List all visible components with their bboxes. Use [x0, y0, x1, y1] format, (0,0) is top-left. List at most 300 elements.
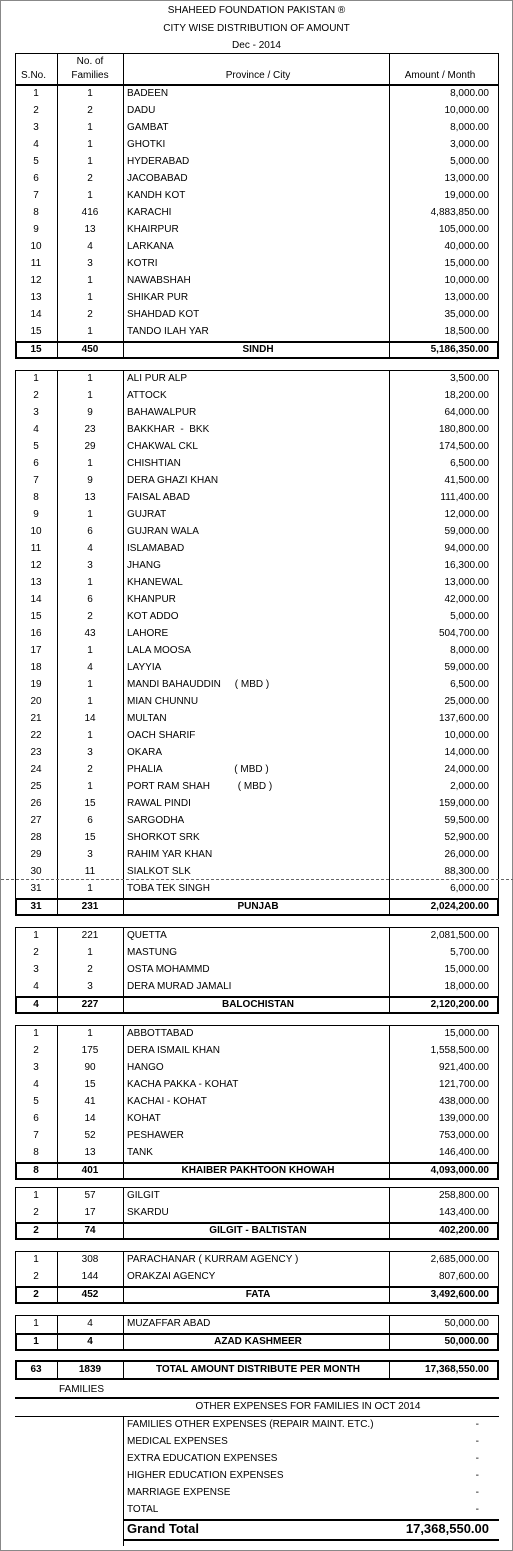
row-sno: 2	[33, 105, 39, 116]
row-city: TANK	[127, 1147, 153, 1158]
row-amount: 2,000.00	[450, 781, 489, 792]
row-families: 416	[81, 207, 99, 218]
row-sno: 5	[33, 156, 39, 167]
row-city: SIALKOT SLK	[127, 866, 191, 877]
row-families: 1	[87, 190, 93, 201]
row-amount: 8,000.00	[450, 88, 489, 99]
row-sno: 11	[30, 258, 42, 269]
province-count: 2	[33, 1289, 39, 1300]
row-families: 2	[87, 173, 93, 184]
row-city: MUZAFFAR ABAD	[127, 1318, 211, 1329]
row-amount: 13,000.00	[444, 292, 489, 303]
other-expense-item	[127, 1451, 489, 1467]
row-city: NAWABSHAH	[127, 275, 191, 286]
row-families: 15	[84, 798, 96, 809]
row-amount: 753,000.00	[438, 1130, 489, 1141]
col-sno: S.No.	[21, 70, 47, 81]
province-name: SINDH	[242, 344, 274, 355]
row-amount: 18,000.00	[444, 981, 489, 992]
row-families: 308	[81, 1254, 99, 1265]
row-amount: 8,000.00	[450, 645, 489, 656]
org-name: SHAHEED FOUNDATION PAKISTAN ®	[167, 5, 346, 16]
row-amount: 40,000.00	[444, 241, 489, 252]
row-amount: 139,000.00	[438, 1113, 489, 1124]
row-city: GUJRAT	[127, 509, 167, 520]
row-city: KOHAT	[127, 1113, 161, 1124]
row-families: 1	[87, 275, 93, 286]
row-amount: 3,000.00	[450, 139, 489, 150]
row-amount: 143,400.00	[438, 1207, 489, 1218]
row-families: 4	[87, 1318, 93, 1329]
row-families: 1	[87, 696, 93, 707]
row-sno: 31	[30, 883, 42, 894]
row-amount: 19,000.00	[444, 190, 489, 201]
col-families-2: Families	[71, 70, 109, 81]
row-families: 1	[87, 679, 93, 690]
row-families: 3	[87, 747, 93, 758]
row-sno: 12	[30, 560, 42, 571]
row-families: 1	[87, 458, 93, 469]
row-amount: 180,800.00	[438, 424, 489, 435]
row-city: HANGO	[127, 1062, 164, 1073]
row-sno: 4	[33, 139, 39, 150]
province-count: 15	[30, 344, 42, 355]
row-city: KANDH KOT	[127, 190, 186, 201]
province-name: FATA	[245, 1289, 271, 1300]
col-amount: Amount / Month	[404, 70, 476, 81]
row-city: OKARA	[127, 747, 163, 758]
row-sno: 17	[30, 645, 42, 656]
grand-total-final	[127, 1521, 489, 1537]
row-amount: 18,200.00	[444, 390, 489, 401]
province-families: 74	[84, 1225, 96, 1236]
row-city: DADU	[127, 105, 156, 116]
row-amount: 41,500.00	[444, 475, 489, 486]
row-city: LALA MOOSA	[127, 645, 191, 656]
row-sno: 19	[30, 679, 42, 690]
province-families: 4	[87, 1336, 93, 1347]
row-city: PARACHANAR ( KURRAM AGENCY )	[127, 1254, 299, 1265]
row-city: SHAHDAD KOT	[127, 309, 200, 320]
row-families: 6	[87, 526, 93, 537]
row-city: FAISAL ABAD	[127, 492, 190, 503]
row-families: 4	[87, 543, 93, 554]
row-sno: 30	[30, 866, 42, 877]
province-name: KHAIBER PAKHTOON KHOWAH	[181, 1165, 335, 1176]
row-sno: 8	[33, 1147, 39, 1158]
row-city: KACHAI - KOHAT	[127, 1096, 207, 1107]
row-families: 4	[87, 241, 93, 252]
row-city: QUETTA	[127, 930, 167, 941]
province-total-amount: 50,000.00	[444, 1336, 489, 1347]
row-amount: 13,000.00	[444, 173, 489, 184]
province-name: BALOCHISTAN	[221, 999, 295, 1010]
row-city: RAHIM YAR KHAN	[127, 849, 213, 860]
province-name: PUNJAB	[237, 901, 279, 912]
row-city: MIAN CHUNNU	[127, 696, 199, 707]
row-city: ABBOTTABAD	[127, 1028, 194, 1039]
row-city: LAYYIA	[127, 662, 162, 673]
row-families: 1	[87, 139, 93, 150]
families-word: FAMILIES	[59, 1384, 105, 1395]
row-families: 221	[81, 930, 99, 941]
row-sno: 20	[30, 696, 42, 707]
row-families: 41	[84, 1096, 96, 1107]
row-families: 17	[84, 1207, 96, 1218]
row-city: SHIKAR PUR	[127, 292, 189, 303]
row-sno: 2	[33, 390, 39, 401]
row-amount: 807,600.00	[438, 1271, 489, 1282]
row-sno: 13	[30, 292, 42, 303]
row-sno: 28	[30, 832, 42, 843]
row-amount: 35,000.00	[444, 309, 489, 320]
row-city: CHISHTIAN	[127, 458, 181, 469]
row-city: DERA ISMAIL KHAN	[127, 1045, 220, 1056]
row-amount: 137,600.00	[438, 713, 489, 724]
row-city: ATTOCK	[127, 390, 167, 401]
other-expense-label: MARRIAGE EXPENSE	[127, 1487, 231, 1498]
row-sno: 8	[33, 492, 39, 503]
row-city: OSTA MOHAMMD	[127, 964, 210, 975]
row-amount: 59,000.00	[444, 526, 489, 537]
row-sno: 3	[33, 1062, 39, 1073]
row-amount: 8,000.00	[450, 122, 489, 133]
row-amount: 12,000.00	[444, 509, 489, 520]
row-sno: 18	[30, 662, 42, 673]
row-city: KACHA PAKKA - KOHAT	[127, 1079, 239, 1090]
row-amount: 2,685,000.00	[430, 1254, 489, 1265]
row-city: HYDERABAD	[127, 156, 190, 167]
row-amount: 24,000.00	[444, 764, 489, 775]
row-city: JACOBABAD	[127, 173, 188, 184]
row-families: 14	[84, 713, 96, 724]
row-sno: 11	[30, 543, 42, 554]
row-amount: 15,000.00	[444, 258, 489, 269]
row-sno: 27	[30, 815, 42, 826]
row-city: GHOTKI	[127, 139, 166, 150]
grand-total-label: Grand Total	[127, 1521, 199, 1536]
other-expense-label: EXTRA EDUCATION EXPENSES	[127, 1453, 278, 1464]
row-sno: 10	[30, 241, 42, 252]
province-count: 4	[33, 999, 39, 1010]
row-city: RAWAL PINDI	[127, 798, 191, 809]
row-families: 90	[84, 1062, 96, 1073]
row-city: OACH SHARIF	[127, 730, 196, 741]
other-expense-value: -	[475, 1436, 479, 1447]
row-sno: 1	[33, 1254, 39, 1265]
other-expense-value: -	[475, 1470, 479, 1481]
row-amount: 15,000.00	[444, 1028, 489, 1039]
row-city: LAHORE	[127, 628, 169, 639]
row-amount: 10,000.00	[444, 730, 489, 741]
row-amount: 159,000.00	[438, 798, 489, 809]
row-amount: 5,000.00	[450, 611, 489, 622]
report-title: CITY WISE DISTRIBUTION OF AMOUNT	[163, 23, 350, 34]
row-amount: 64,000.00	[444, 407, 489, 418]
row-families: 1	[87, 730, 93, 741]
other-expense-item	[127, 1468, 489, 1484]
row-amount: 504,700.00	[438, 628, 489, 639]
province-families: 450	[81, 344, 99, 355]
page-break-line	[1, 879, 513, 880]
province-total-amount: 4,093,000.00	[430, 1165, 489, 1176]
row-families: 13	[84, 492, 96, 503]
province-name: GILGIT - BALTISTAN	[209, 1225, 307, 1236]
row-city: ORAKZAI AGENCY	[127, 1271, 216, 1282]
row-sno: 21	[30, 713, 42, 724]
row-amount: 42,000.00	[444, 594, 489, 605]
row-sno: 29	[30, 849, 42, 860]
row-sno: 1	[33, 88, 39, 99]
row-sno: 14	[30, 594, 42, 605]
row-families: 14	[84, 1113, 96, 1124]
row-amount: 25,000.00	[444, 696, 489, 707]
row-sno: 13	[30, 577, 42, 588]
row-amount: 121,700.00	[438, 1079, 489, 1090]
row-city: PESHAWER	[127, 1130, 184, 1141]
row-amount: 15,000.00	[444, 964, 489, 975]
row-amount: 59,500.00	[444, 815, 489, 826]
row-sno: 15	[30, 326, 42, 337]
row-city: KOT ADDO	[127, 611, 179, 622]
row-families: 9	[87, 407, 93, 418]
row-amount: 146,400.00	[438, 1147, 489, 1158]
row-families: 2	[87, 105, 93, 116]
row-amount: 111,400.00	[440, 492, 489, 503]
row-amount: 50,000.00	[444, 1318, 489, 1329]
row-amount: 6,500.00	[450, 679, 489, 690]
row-families: 1	[87, 947, 93, 958]
row-city: CHAKWAL CKL	[127, 441, 198, 452]
row-city: BAKKHAR - BKK	[127, 424, 210, 435]
row-sno: 3	[33, 964, 39, 975]
row-amount: 6,000.00	[450, 883, 489, 894]
row-city: MULTAN	[127, 713, 167, 724]
row-amount: 3,500.00	[450, 373, 489, 384]
other-expenses-total-value: -	[475, 1504, 479, 1515]
row-sno: 15	[30, 611, 42, 622]
other-expense-label: FAMILIES OTHER EXPENSES (REPAIR MAINT. ETC.)	[127, 1419, 374, 1430]
province-families: 227	[81, 999, 99, 1010]
row-sno: 4	[33, 424, 39, 435]
row-amount: 4,883,850.00	[430, 207, 489, 218]
row-city: GILGIT	[127, 1190, 160, 1201]
row-families: 1	[87, 373, 93, 384]
row-families: 1	[87, 122, 93, 133]
other-expense-item	[127, 1417, 489, 1433]
row-sno: 7	[33, 1130, 39, 1141]
row-sno: 2	[33, 1045, 39, 1056]
row-families: 1	[87, 390, 93, 401]
province-total-amount: 5,186,350.00	[430, 344, 489, 355]
row-city: DERA MURAD JAMALI	[127, 981, 232, 992]
row-sno: 8	[33, 207, 39, 218]
row-families: 15	[84, 832, 96, 843]
row-sno: 2	[33, 1271, 39, 1282]
row-families: 6	[87, 815, 93, 826]
grand-count: 63	[30, 1364, 42, 1375]
row-families: 1	[87, 292, 93, 303]
row-amount: 921,400.00	[438, 1062, 489, 1073]
row-city: BAHAWALPUR	[127, 407, 197, 418]
row-sno: 1	[33, 1028, 39, 1039]
row-amount: 438,000.00	[438, 1096, 489, 1107]
col-families-1: No. of	[76, 56, 104, 67]
row-city: GAMBAT	[127, 122, 169, 133]
row-city: MASTUNG	[127, 947, 177, 958]
row-families: 1	[87, 883, 93, 894]
row-amount: 16,300.00	[444, 560, 489, 571]
row-city: GUJRAN WALA	[127, 526, 199, 537]
grand-label: TOTAL AMOUNT DISTRIBUTE PER MONTH	[155, 1364, 361, 1375]
row-families: 2	[87, 964, 93, 975]
row-sno: 1	[33, 1190, 39, 1201]
other-expense-label: MEDICAL EXPENSES	[127, 1436, 228, 1447]
other-expense-value: -	[475, 1487, 479, 1498]
grand-families: 1839	[78, 1364, 102, 1375]
row-amount: 13,000.00	[444, 577, 489, 588]
row-sno: 26	[30, 798, 42, 809]
row-sno: 16	[30, 628, 42, 639]
row-sno: 5	[33, 441, 39, 452]
row-families: 29	[84, 441, 96, 452]
row-families: 4	[87, 662, 93, 673]
row-families: 23	[84, 424, 96, 435]
row-amount: 2,081,500.00	[430, 930, 489, 941]
row-city: ISLAMABAD	[127, 543, 185, 554]
row-sno: 12	[30, 275, 42, 286]
row-amount: 26,000.00	[444, 849, 489, 860]
row-families: 3	[87, 258, 93, 269]
row-families: 15	[84, 1079, 96, 1090]
row-sno: 24	[30, 764, 42, 775]
row-city: PHALIA ( MBD )	[127, 764, 269, 775]
row-families: 2	[87, 309, 93, 320]
row-sno: 9	[33, 509, 39, 520]
row-families: 13	[84, 224, 96, 235]
province-count: 31	[30, 901, 42, 912]
col-city: Province / City	[225, 70, 291, 81]
row-sno: 1	[33, 930, 39, 941]
row-families: 2	[87, 764, 93, 775]
row-sno: 14	[30, 309, 42, 320]
row-sno: 2	[33, 1207, 39, 1218]
row-city: TANDO ILAH YAR	[127, 326, 209, 337]
row-city: BADEEN	[127, 88, 169, 99]
row-city: KHANPUR	[127, 594, 176, 605]
province-families: 452	[81, 1289, 99, 1300]
row-amount: 6,500.00	[450, 458, 489, 469]
row-sno: 2	[33, 947, 39, 958]
row-city: DERA GHAZI KHAN	[127, 475, 219, 486]
row-amount: 10,000.00	[444, 275, 489, 286]
row-sno: 7	[33, 190, 39, 201]
row-families: 1	[87, 509, 93, 520]
row-sno: 3	[33, 407, 39, 418]
province-name: AZAD KASHMEER	[214, 1336, 302, 1347]
row-sno: 22	[30, 730, 42, 741]
row-amount: 174,500.00	[438, 441, 489, 452]
other-expenses-total-label: TOTAL	[127, 1504, 159, 1515]
row-families: 1	[87, 326, 93, 337]
row-amount: 258,800.00	[438, 1190, 489, 1201]
row-amount: 18,500.00	[444, 326, 489, 337]
row-amount: 5,700.00	[450, 947, 489, 958]
province-total-amount: 2,024,200.00	[430, 901, 489, 912]
row-families: 52	[84, 1130, 96, 1141]
row-amount: 10,000.00	[444, 105, 489, 116]
row-sno: 10	[30, 526, 42, 537]
report-period: Dec - 2014	[232, 40, 281, 51]
row-families: 175	[81, 1045, 99, 1056]
row-city: SARGODHA	[127, 815, 185, 826]
row-sno: 6	[33, 173, 39, 184]
row-amount: 14,000.00	[444, 747, 489, 758]
row-city: KHANEWAL	[127, 577, 183, 588]
other-expense-item	[127, 1434, 489, 1450]
row-city: PORT RAM SHAH ( MBD )	[127, 781, 273, 792]
province-families: 231	[81, 901, 99, 912]
row-families: 1	[87, 156, 93, 167]
row-city: LARKANA	[127, 241, 174, 252]
row-families: 11	[84, 866, 96, 877]
province-families: 401	[81, 1165, 99, 1176]
row-amount: 59,000.00	[444, 662, 489, 673]
row-city: TOBA TEK SINGH	[127, 883, 210, 894]
other-expense-value: -	[475, 1453, 479, 1464]
province-total-amount: 3,492,600.00	[430, 1289, 489, 1300]
row-families: 13	[84, 1147, 96, 1158]
row-families: 1	[87, 781, 93, 792]
row-city: KARACHI	[127, 207, 172, 218]
row-families: 1	[87, 88, 93, 99]
row-sno: 5	[33, 1096, 39, 1107]
other-expense-item	[127, 1485, 489, 1501]
other-expense-value: -	[475, 1419, 479, 1430]
row-sno: 1	[33, 373, 39, 384]
grand-total-value: 17,368,550.00	[405, 1521, 489, 1536]
province-total-amount: 2,120,200.00	[430, 999, 489, 1010]
row-families: 3	[87, 849, 93, 860]
row-city: SKARDU	[127, 1207, 169, 1218]
row-families: 1	[87, 1028, 93, 1039]
row-families: 3	[87, 981, 93, 992]
province-count: 2	[33, 1225, 39, 1236]
row-families: 1	[87, 577, 93, 588]
row-families: 43	[84, 628, 96, 639]
row-families: 57	[84, 1190, 96, 1201]
row-amount: 105,000.00	[438, 224, 489, 235]
row-amount: 94,000.00	[444, 543, 489, 554]
row-city: MANDI BAHAUDDIN ( MBD )	[127, 679, 270, 690]
row-families: 6	[87, 594, 93, 605]
row-sno: 23	[30, 747, 42, 758]
row-sno: 7	[33, 475, 39, 486]
row-families: 144	[81, 1271, 99, 1282]
province-count: 8	[33, 1165, 39, 1176]
row-families: 1	[87, 645, 93, 656]
row-amount: 52,900.00	[444, 832, 489, 843]
row-sno: 6	[33, 1113, 39, 1124]
row-amount: 88,300.00	[444, 866, 489, 877]
row-sno: 6	[33, 458, 39, 469]
row-sno: 3	[33, 122, 39, 133]
row-city: SHORKOT SRK	[127, 832, 200, 843]
row-families: 2	[87, 611, 93, 622]
province-count: 1	[33, 1336, 39, 1347]
row-city: JHANG	[127, 560, 161, 571]
grand-amount: 17,368,550.00	[425, 1364, 489, 1375]
